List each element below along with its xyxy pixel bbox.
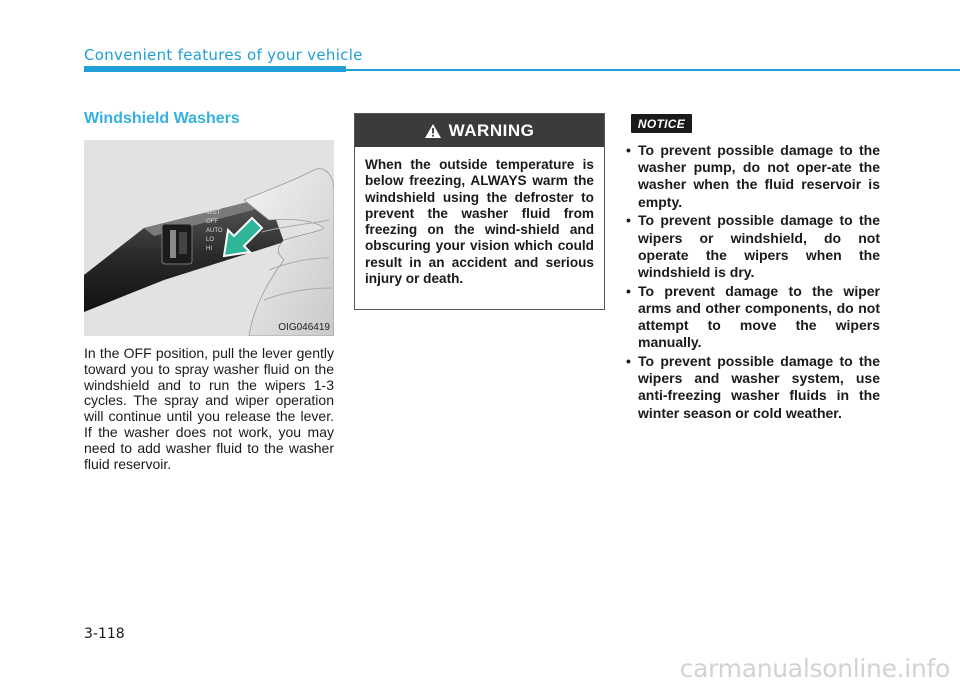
figure-code: OIG046419: [278, 322, 330, 333]
warning-text: When the outside temperature is below freezing, ALWAYS warm the windshield using the defroster to prevent the washer fluid from freezing on the wind-shield and obscuring your vision which could result in an accident and serious injury or death.: [365, 157, 594, 287]
warning-header: [355, 114, 604, 147]
notice-item: [622, 353, 880, 422]
lever-label-auto-top: AUTO: [162, 208, 179, 214]
notice-item-text: To prevent damage to the wiper arms and other components, do not attempt to move the wipers manually.: [638, 282, 880, 351]
lever-label-hi: HI: [206, 246, 212, 252]
notice-list: [622, 142, 880, 423]
warning-label: WARNING: [448, 120, 535, 140]
watermark[interactable]: carmanualsonline.info: [679, 654, 950, 683]
wiper-lever-illustration: [84, 140, 334, 336]
warning-triangle-icon: [425, 124, 441, 138]
header-rule-thin: [346, 69, 960, 71]
lever-label-mist: MIST: [206, 210, 221, 216]
header-rule-thick: [84, 66, 346, 72]
section-heading: Windshield Washers: [84, 110, 240, 127]
notice-label: NOTICE: [637, 116, 686, 131]
header-title: Convenient features of your vehicle: [84, 46, 363, 64]
notice-item: [622, 142, 880, 211]
lever-label-off: OFF: [206, 219, 218, 225]
notice-item-text: To prevent possible damage to the wipers or windshield, do not operate the wipers when the windshield is dry.: [638, 212, 880, 280]
notice-badge: [631, 114, 692, 133]
body-paragraph: In the OFF position, pull the lever gently toward you to spray washer fluid on the windshield and to run the wipers 1-3 cycles. The spray and wiper operation will continue until you release the lever. If the washer does not work, you may need to add washer fluid to the washer fluid reservoir.: [84, 345, 334, 472]
notice-item: [622, 283, 880, 352]
bullet-icon: •: [626, 352, 631, 369]
bullet-icon: •: [626, 142, 631, 158]
lever-label-auto: AUTO: [206, 228, 223, 234]
notice-item-text: To prevent possible damage to the washer pump, do not oper-ate the washer when the fluid reservoir is empty.: [638, 142, 880, 210]
lever-label-lo: LO: [206, 237, 215, 243]
notice-item: [622, 212, 880, 281]
bullet-icon: •: [626, 212, 631, 229]
page-number: 3-118: [84, 626, 125, 642]
wiper-lever-figure: [84, 140, 334, 336]
warning-box: [354, 113, 605, 310]
bullet-icon: •: [626, 282, 631, 299]
notice-item-text: To prevent possible damage to the wipers and washer system, use anti-freezing washer fluids in the winter season or cold weather.: [638, 352, 880, 421]
